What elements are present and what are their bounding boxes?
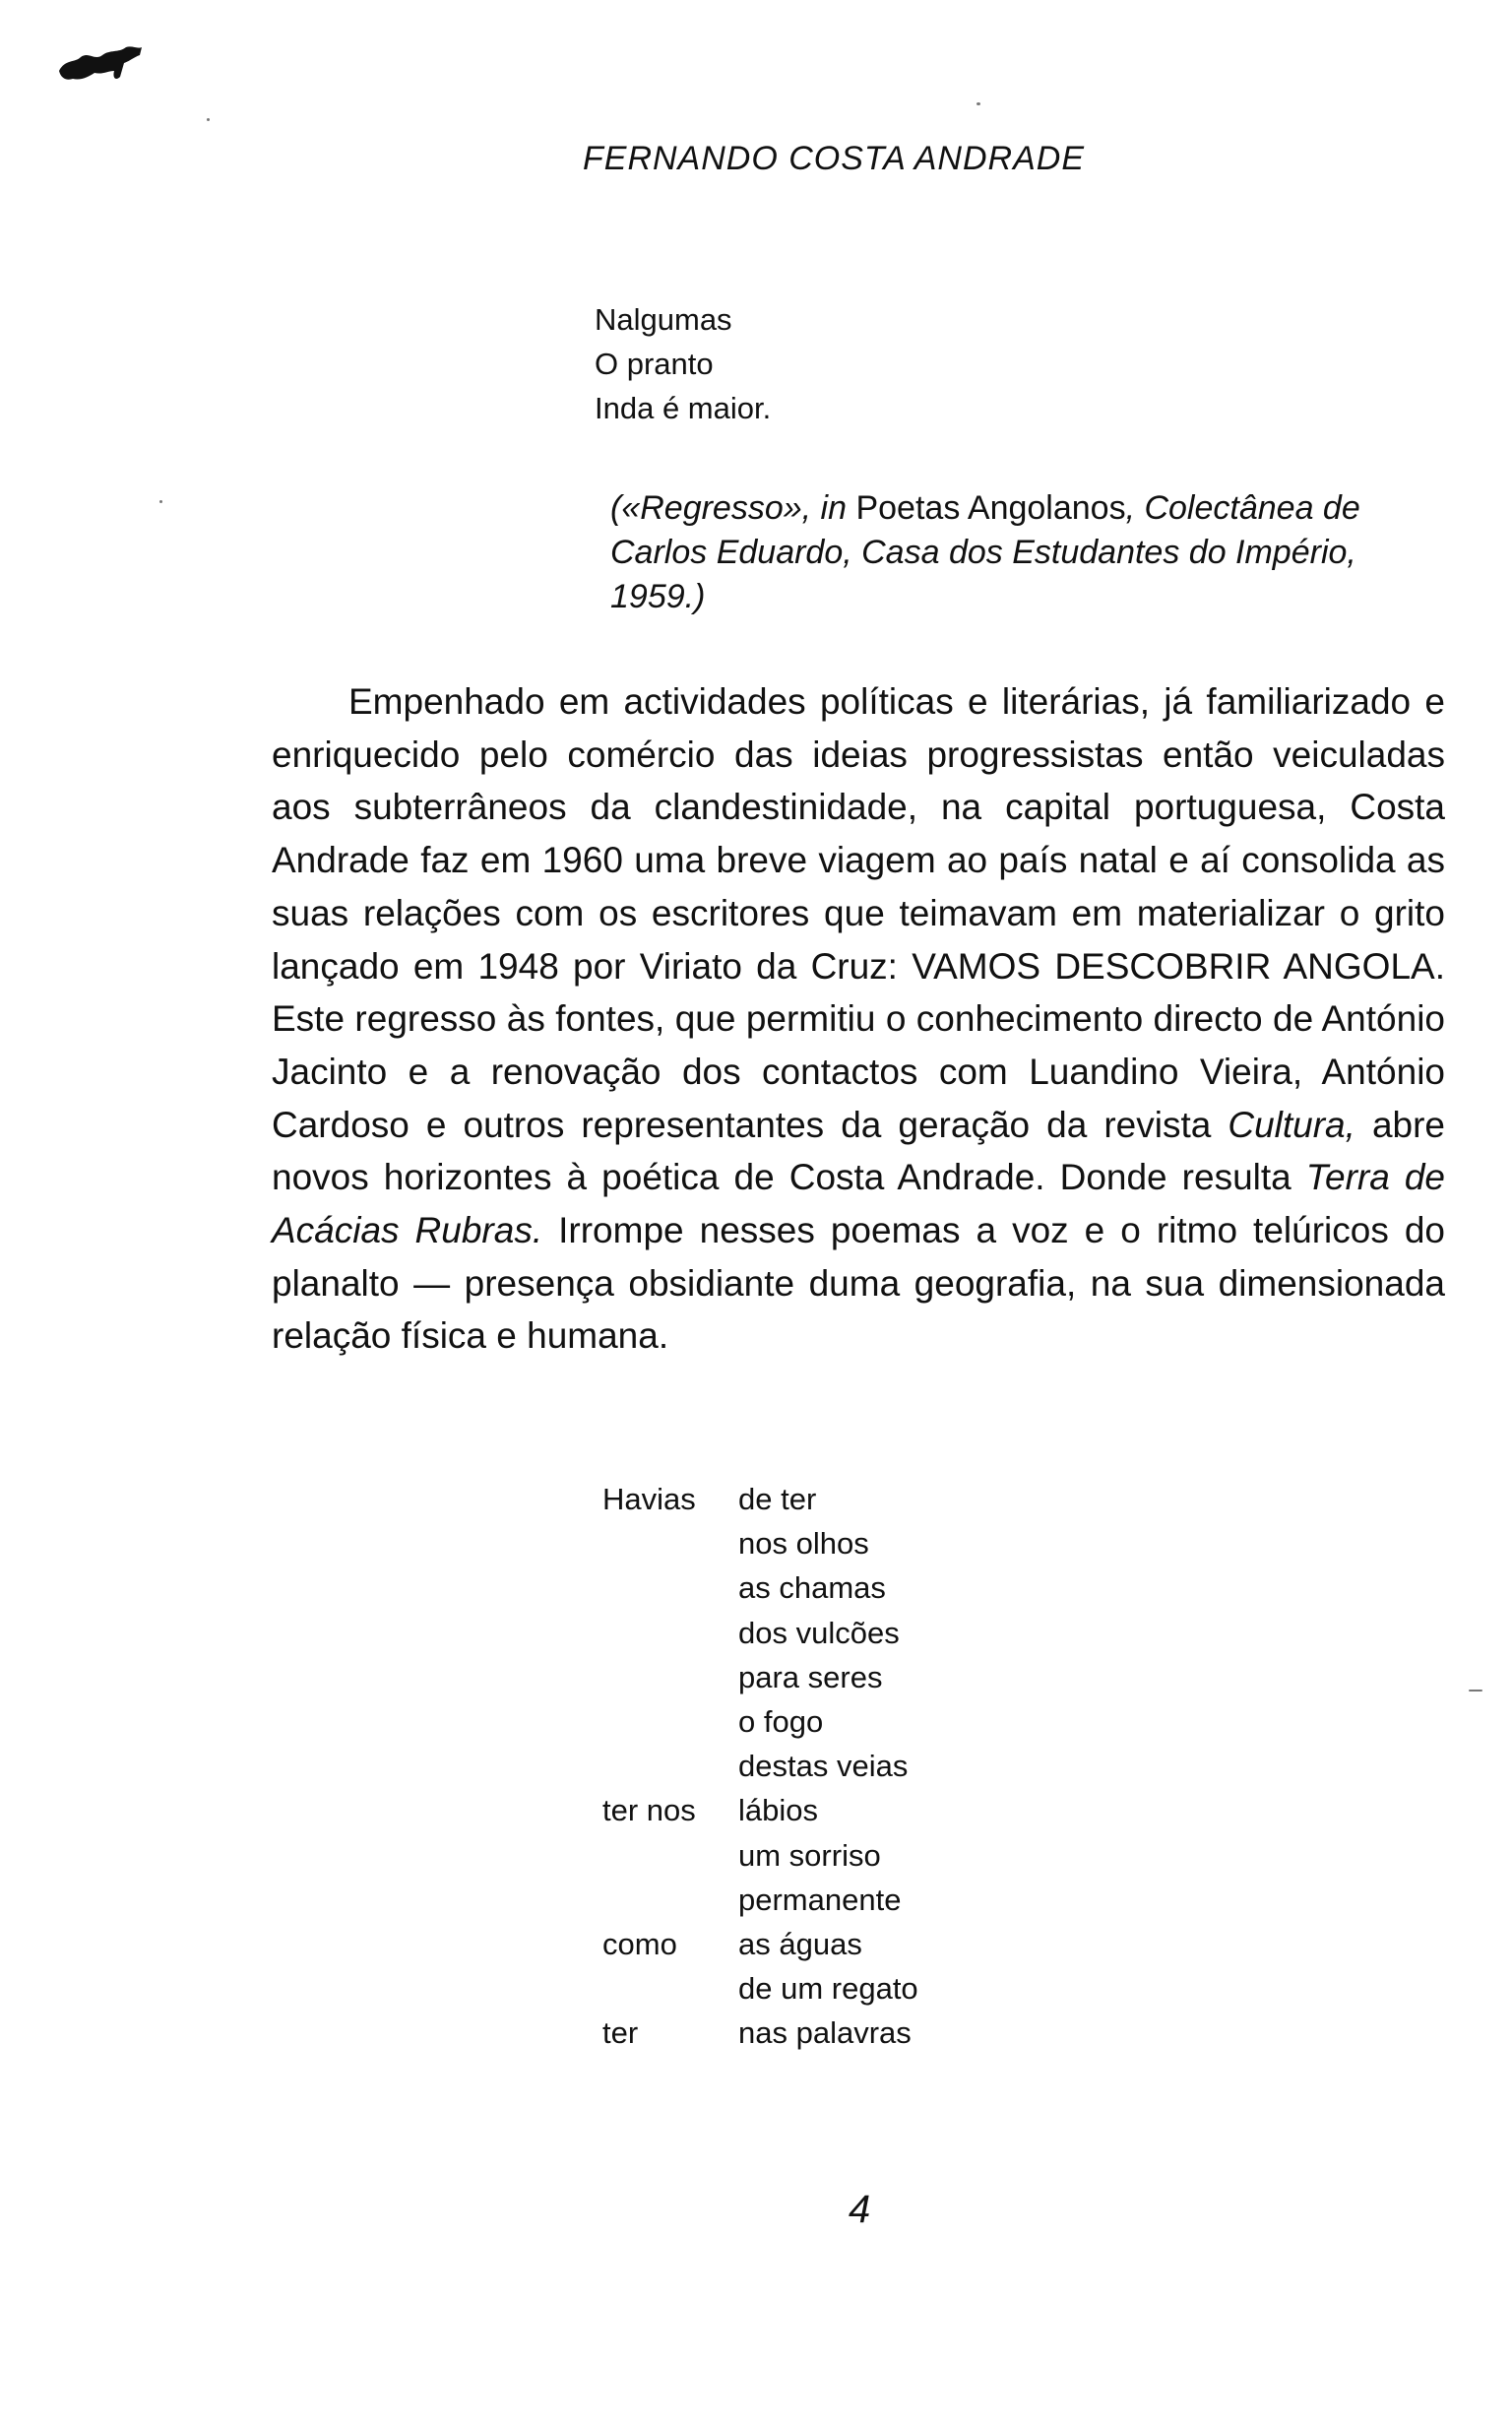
speck-mark — [1469, 1690, 1482, 1692]
poem-line: um sorriso — [738, 1837, 881, 1873]
poem-row — [602, 2011, 918, 2055]
ink-blot-mark — [55, 41, 146, 91]
poem-row — [602, 1655, 918, 1699]
book-title: Terra de Acácias Rubras. — [272, 1157, 1446, 1251]
speck-mark — [976, 102, 980, 105]
speck-mark — [207, 118, 210, 121]
citation-book: Poetas Angolanos — [855, 489, 1126, 527]
poem-lead-word — [602, 1878, 738, 1922]
poem-line: lábios — [738, 1793, 818, 1828]
poem-row — [602, 1966, 918, 2011]
page-number: 4 — [849, 2188, 871, 2231]
poem-excerpt — [602, 1477, 918, 2056]
prose-text: Irrompe nesses poemas a voz e o ritmo telúricos do planalto — presença obsidiante duma geografia, na sua dimensionada relação física e humana. — [272, 1210, 1445, 1357]
poem-row — [602, 1788, 918, 1832]
poem-line: para seres — [738, 1659, 883, 1694]
poem-lead-word — [602, 1833, 738, 1878]
poem-lead-word — [602, 1565, 738, 1610]
poem-lead-word: Havias — [602, 1482, 696, 1516]
speck-mark — [159, 500, 162, 503]
poem-line: as águas — [738, 1927, 862, 1962]
poem-row — [602, 1699, 918, 1744]
citation-poem-title: Regresso — [640, 489, 784, 527]
poem-line: as chamas — [738, 1570, 886, 1606]
poem-lead-word — [602, 1655, 738, 1699]
poem-lead-word — [602, 1611, 738, 1655]
poem-line: de um regato — [738, 1971, 918, 2007]
poem-line: dos vulcões — [738, 1615, 900, 1650]
poem-row — [602, 1878, 918, 1922]
poem-lead-word: ter nos — [602, 1793, 696, 1828]
poem-line: permanente — [738, 1882, 902, 1917]
poem-line: nas palavras — [738, 2015, 912, 2051]
poem-row — [602, 1833, 918, 1878]
poem-lead-word — [602, 1521, 738, 1565]
poem-row — [602, 1521, 918, 1565]
poem-line: de ter — [738, 1482, 817, 1516]
prose-paragraph — [272, 675, 1445, 1363]
poem-lead-word — [602, 1699, 738, 1744]
citation — [610, 486, 1447, 619]
poem-row — [602, 1565, 918, 1610]
poem-lead-word — [602, 1966, 738, 2011]
poem-line: Nalgumas — [595, 302, 732, 337]
poem-line: destas veias — [738, 1749, 909, 1784]
poem-row — [602, 1611, 918, 1655]
poem-line: nos olhos — [738, 1526, 869, 1562]
poem-line: o fogo — [738, 1704, 824, 1740]
prose-text: Empenhado em actividades políticas e literárias, já familiarizado e enriquecido pelo comércio das ideias progressistas então veiculadas aos subterrâneos da clandestinidade, na capital portuguesa, Costa Andrade faz em 1960 uma breve viagem ao país natal e aí consolida as suas relações com os escritores que teimavam em materializar o grito lançado em 1948 por Viriato da Cruz: VAMOS DESCOBRIR ANGOLA. Este regresso às fontes, que permitiu o conhecimento directo de António Jacinto e a renovação dos contactos com Luandino Vieira, António Cardoso e outros representantes da geração da revista — [272, 681, 1445, 1145]
poem-fragment — [595, 297, 771, 430]
citation-rest: , Colectânea de Carlos Eduardo, Casa dos Estudantes do Império, 1959.) — [610, 489, 1360, 615]
prose-text: abre novos horizontes à poética de Costa Andrade. Donde resulta — [272, 1104, 1445, 1198]
poem-row — [602, 1744, 918, 1788]
citation-in: », in — [783, 489, 856, 527]
citation-open: (« — [610, 489, 641, 527]
poem-lead-word: ter — [602, 2015, 639, 2051]
poem-row — [602, 1477, 918, 1521]
poem-line: O pranto — [595, 347, 714, 381]
running-head: FERNANDO COSTA ANDRADE — [583, 140, 1086, 177]
poem-row — [602, 1922, 918, 1966]
poem-lead-word: como — [602, 1927, 677, 1962]
poem-line: Inda é maior. — [595, 391, 772, 425]
poem-lead-word — [602, 1744, 738, 1788]
journal-title: Cultura, — [1228, 1104, 1355, 1145]
